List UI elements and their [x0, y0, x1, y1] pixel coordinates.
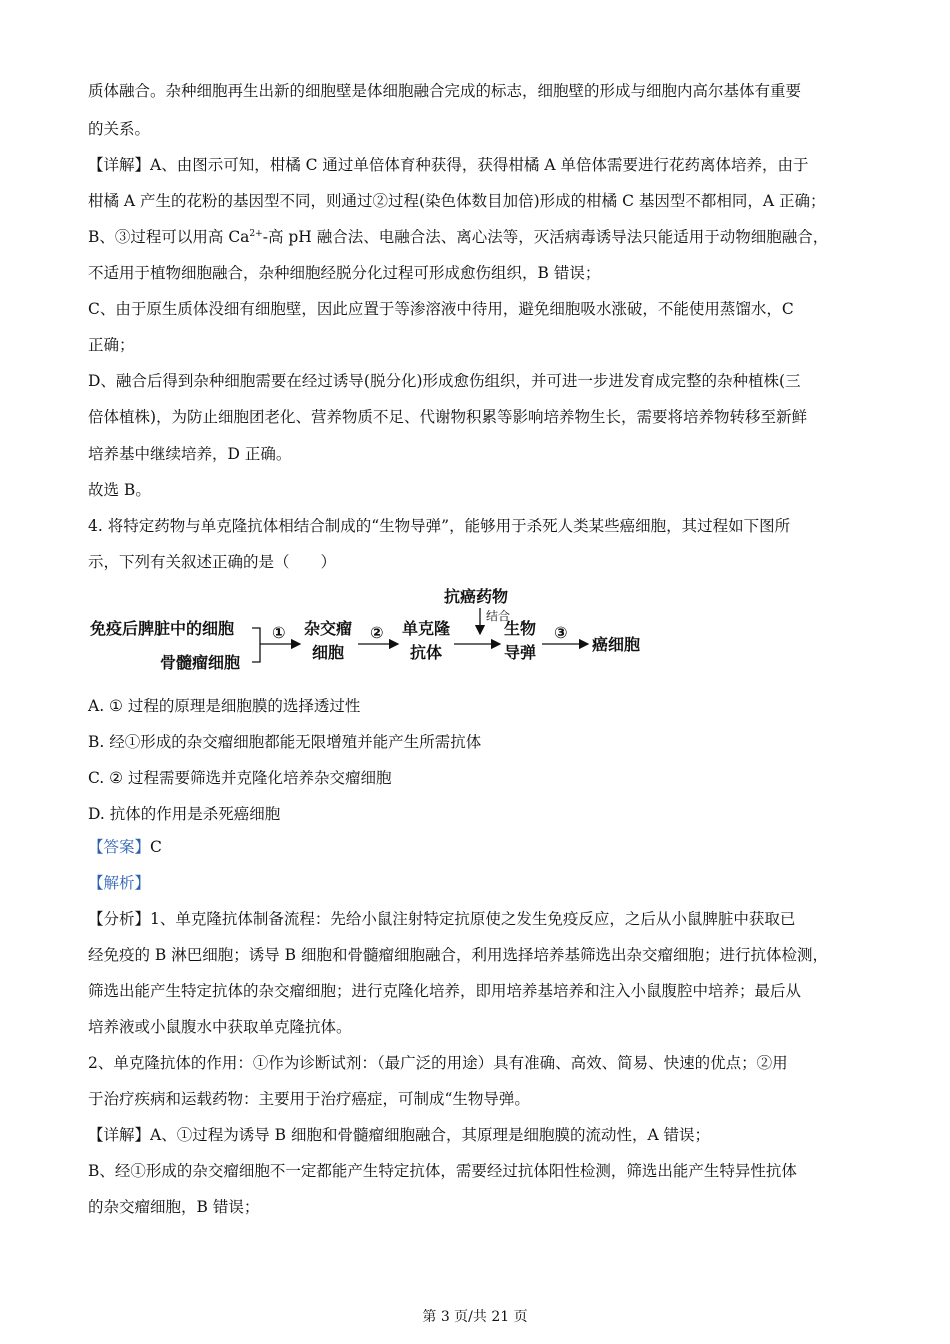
text-line: 【详解】A、①过程为诱导 B 细胞和骨髓瘤细胞融合，其原理是细胞膜的流动性，A 错误；	[88, 1126, 711, 1144]
diagram-missile-line2: 导弹	[504, 643, 537, 662]
text-line: B、经①形成的杂交瘤细胞不一定都能产生特定抗体，需要经过抗体阳性检测，筛选出能产生特异性抗体	[88, 1162, 797, 1180]
superscript: 2+	[249, 228, 263, 239]
text-segment: -高 pH 融合法、电融合法、离心法等，灭活病毒诱导法只能适用于动物细胞融合，	[262, 228, 829, 246]
analysis-label: 【解析】	[88, 874, 151, 892]
text-line: 不适用于植物细胞融合，杂种细胞经脱分化过程可形成愈伤组织，B 错误；	[88, 264, 601, 282]
diagram-hybridoma-line1: 杂交瘤	[304, 619, 353, 638]
text-line: 【分析】1、单克隆抗体制备流程：先给小鼠注射特定抗原使之发生免疫反应，之后从小鼠脾脏中获取已	[88, 910, 796, 928]
diagram-bracket	[252, 628, 260, 662]
diagram-step-1: ①	[272, 623, 286, 642]
diagram-missile-line1: 生物	[504, 619, 537, 638]
page-footer: 第 3 页/共 21 页	[422, 1309, 528, 1325]
text-line: 于治疗疾病和运载药物：主要用于治疗癌症，可制成“生物导弹。	[88, 1090, 530, 1108]
text-line	[88, 154, 870, 176]
text-line: 质体融合。杂种细胞再生出新的细胞壁是体细胞融合完成的标志，细胞壁的形成与细胞内高尔基体有重要	[88, 82, 802, 100]
flow-diagram	[88, 584, 668, 676]
diagram-drug-label: 抗癌药物	[444, 587, 509, 606]
detail-label: 【详解】	[88, 156, 151, 174]
diagram-step-2: ②	[370, 623, 384, 642]
answer-value: C	[150, 838, 162, 856]
text-line	[88, 226, 870, 248]
text-line: 故选 B。	[88, 481, 151, 499]
option-a: A. ① 过程的原理是细胞膜的选择透过性	[88, 697, 361, 715]
question-stem: 4. 将特定药物与单克隆抗体相结合制成的“生物导弹”，能够用于杀死人类某些癌细胞，其过程如下图所	[88, 517, 791, 535]
diagram-bind-label: 结合	[486, 609, 511, 623]
diagram-antibody-line1: 单克隆	[402, 619, 451, 638]
text-line: C、由于原生质体没细有细胞壁，因此应置于等渗溶液中待用，避免细胞吸水涨破，不能使用蒸馏水，C	[88, 300, 794, 318]
text-line: 经免疫的 B 淋巴细胞；诱导 B 细胞和骨髓瘤细胞融合，利用选择培养基筛选出杂交瘤细胞；进行抗体检测，	[88, 946, 828, 964]
diagram-source-spleen: 免疫后脾脏中的细胞	[90, 619, 235, 638]
text-segment: B、③过程可以用高 Ca	[88, 228, 250, 246]
text-line: 筛选出能产生特定抗体的杂交瘤细胞；进行克隆化培养，即用培养基培养和注入小鼠腹腔中培养；最后从	[88, 982, 802, 1000]
text-line: 倍体植株)，为防止细胞团老化、营养物质不足、代谢物积累等影响培养物生长，需要将培养物转移至新鲜	[88, 408, 808, 426]
text-line: 正确；	[88, 336, 135, 354]
text-line: 培养基中继续培养，D 正确。	[88, 445, 292, 463]
text-line: D、融合后得到杂种细胞需要在经过诱导(脱分化)形成愈伤组织，并可进一步进发育成完整的杂种植株(三	[88, 372, 801, 390]
text-line: 2、单克隆抗体的作用：①作为诊断试剂：（最广泛的用途）具有准确、高效、简易、快速的优点；②用	[88, 1054, 788, 1072]
diagram-target: 癌细胞	[592, 635, 641, 654]
diagram-step-3: ③	[554, 623, 568, 642]
diagram-source-myeloma: 骨髓瘤细胞	[160, 653, 241, 672]
text-line: 的关系。	[88, 120, 151, 138]
option-c: C. ② 过程需要筛选并克隆化培养杂交瘤细胞	[88, 769, 392, 787]
diagram-antibody-line2: 抗体	[410, 643, 443, 662]
text-line: 柑橘 A 产生的花粉的基因型不同，则通过②过程(染色体数目加倍)形成的柑橘 C 基因型不都相同，A 正确；	[88, 192, 826, 210]
text-segment: A、由图示可知，柑橘 C 通过单倍体育种获得，获得柑橘 A 单倍体需要进行花药离体培养，由于	[150, 156, 809, 174]
diagram-hybridoma-line2: 细胞	[312, 643, 345, 662]
question-stem: 示，下列有关叙述正确的是（ ）	[88, 553, 337, 571]
text-line: 培养液或小鼠腹水中获取单克隆抗体。	[88, 1018, 352, 1036]
answer-label: 【答案】	[88, 838, 151, 856]
option-b: B. 经①形成的杂交瘤细胞都能无限增殖并能产生所需抗体	[88, 733, 482, 751]
text-line: 的杂交瘤细胞，B 错误；	[88, 1198, 260, 1216]
answer-line	[88, 836, 870, 858]
option-d: D. 抗体的作用是杀死癌细胞	[88, 805, 281, 823]
